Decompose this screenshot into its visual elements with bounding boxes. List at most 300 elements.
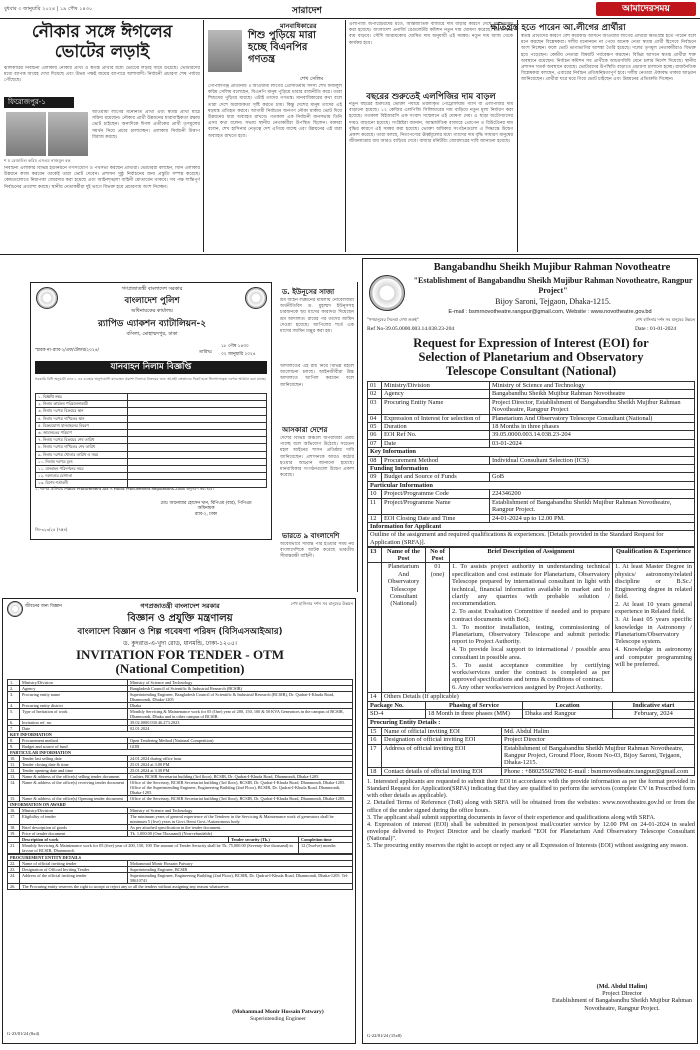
police-auction-row-label: ১২. দরদাতার যোগ্যতা — [36, 473, 128, 480]
eoi-post-header-assignment: Brief Description of Assignment — [450, 547, 613, 563]
eoi-outline: Outline of the assignment and required qualifications & experiences. [Details provided in the Standard Request for Application (SRFA)]. — [368, 531, 695, 547]
bcsir-security-header: Tender security (Tk.) — [229, 837, 299, 843]
eoi-row-no: 10 — [368, 490, 382, 498]
eoi-assignment-point: 3. To monitor installation, testing, commissioning of Planetarium, Observatory Telescope and submit periodic report to Project Authority. — [452, 623, 610, 646]
bcsir-sign-title: Superintending Engineer — [250, 1016, 306, 1022]
bcsir-row-value: Ministry of Science and Technology — [128, 680, 353, 686]
bcsir-row-no: 24. — [8, 872, 20, 883]
eoi-row-value: Bangabandhu Sheikh Mujibur Rahman Novotheatre — [490, 390, 695, 398]
bcsir-row-label: Name & address of the office(s) Opening tender document — [20, 796, 128, 802]
issue-date: বুধবার ৩ জানুয়ারি ২০২৪ | ১৯ পৌষ ১৪৩০ — [4, 6, 93, 12]
police-auction-row — [36, 430, 267, 437]
main-story-text: ঝালকাঠির নির্বাচনী এলাকায় নৌকার প্রার্থী ও স্বতন্ত্র প্রার্থীর মধ্যে ভোটের লড়াই জমে উঠেছে। ভোটারদের মধ্যে ব্যাপক আগ্রহ দেখা দিয়েছে এবং উভয় পক্ষই জয়ের ব্যাপারে আশাবাদী। নির্বাচনী প্রচারণা শেষ পর্যায়ে পৌঁছেছে। — [4, 66, 200, 84]
bcsir-desc-value: Monthly Servicing & Maintenance work for 05 (five) year of 200, 150, 100 The amount of Tender Security shall be Tk. 75,000.00 (Seventy-five thousand) in favour of BCSIR, Dhanmondi. — [20, 843, 299, 854]
police-emblem — [36, 287, 58, 309]
eoi-post-header-name: Name of the Post — [382, 547, 426, 563]
eoi-heading-1: Request for Expression of Interest (EOI) for — [413, 336, 649, 350]
bcsir-row-label: Ministry/Division — [20, 680, 128, 686]
police-auction-row-value — [128, 394, 267, 401]
police-auction-row — [36, 394, 267, 401]
police-auction-row-label: ৬. জামানতের পরিমাণ — [36, 430, 128, 437]
police-auction-row — [36, 401, 267, 408]
eoi-sign-title: Project Director — [602, 990, 642, 998]
police-auction-table — [35, 393, 267, 488]
eoi-row-label: Name of official inviting EOI — [382, 727, 502, 735]
bcsir-row-label: Procuring entity name — [20, 692, 128, 703]
eoi-phase-start: February, 2024 — [613, 710, 695, 718]
bcsir-address: ড. কুদরাত-এ-খুদা রোড, ধানমন্ডি, ঢাকা-১২০৫। — [123, 640, 237, 647]
eoi-qualification-point: 3. At least 05 years specific knowledge in Astronomy / Planetarium/Observatory Telescope system. — [615, 616, 692, 646]
bcsir-row-label: Invitation ref. no. — [20, 720, 128, 726]
bcsir-row-no: 15. — [8, 796, 20, 802]
eoi-assignment-point: 5. To assist acceptance committee by certifying works/services under the contract is completed as per approved specifications and terms & conditions of contract. — [452, 661, 610, 684]
bcsir-row-value: 39.02.0000.030.46.273.2023 — [128, 720, 353, 726]
eoi-row-no: 07 — [368, 439, 382, 447]
police-address: বসিলা, মোহাম্মদপুর, ঢাকা — [126, 331, 178, 337]
eoi-email-line: E-mail : bsmrnovotheatre.rangpur@gmail.com, Website : www.novotheatre.gov.bd — [448, 309, 652, 315]
eoi-row-value: Ministry of Science and Technology — [490, 382, 695, 390]
eoi-row-label: Agency — [382, 390, 490, 398]
bcsir-row-label: Tender last selling date — [20, 756, 128, 762]
bcsir-row-label: Agency — [20, 686, 128, 692]
police-auction-row-label: ৪. নিলাম দরপত্র দাখিলের স্থান — [36, 415, 128, 422]
eoi-row-label: Duration — [382, 423, 490, 431]
bcsir-row-value: Superintending Engineer, Bangladesh Council of Scientific & Industrial Research (BCSIR), Dr. Qudrat-I-Khuda Road, Dhanmondi, Dhaka-1205 — [128, 692, 353, 703]
police-auction-row-value — [128, 430, 267, 437]
bcsir-row-label: Name of official inviting tender — [20, 860, 128, 866]
police-date-1: ১৮ পৌষ ১৪৩০ — [221, 344, 249, 349]
eoi-phase-location: Dhaka and Rangpur — [523, 710, 613, 718]
eoi-row-value: Project Director — [502, 736, 695, 744]
eoi-ad-code: G-22/01/24 (15x8) — [367, 1033, 402, 1038]
police-auction-row — [36, 458, 267, 465]
eoi-row-no: 14 — [368, 693, 382, 701]
bcsir-row-no: 14. — [8, 780, 20, 796]
bcsir-row-label: Address of the official inviting tender — [20, 872, 128, 883]
eoi-row-value: GoB — [490, 473, 695, 481]
bcsir-row-value: Mohammad Monir Hossain Patwary — [128, 860, 353, 866]
bcsir-row-value: Superintending Engineer, Engineering Building (2nd Floor), BCSIR, Dr. Qudrat-I-Khuda Road, Dhanmondi, Dhaka-1205. Tel: 58610741 — [128, 872, 353, 883]
bcsir-row-value: GOB — [128, 744, 353, 750]
bcsir-row-label: Designation of Official Inviting Tender — [20, 866, 128, 872]
police-auction-row-value — [128, 466, 267, 473]
bcsir-sign-name: (Mohammad Monir Hossain Patwary) — [232, 1009, 324, 1015]
rab-emblem — [245, 287, 267, 309]
eoi-note: 1. Interested applicants are requested to submit their EOI in accordance with the provide information as per the format provided in Standard Request for Application(SRFA) indicating that they are qualified to perform the services (complete CV in Prescribed form with other details as applicable). — [367, 778, 695, 800]
police-auction-row-label: ৯. নিলাম দরপত্র খোলার তারিখ ও সময় — [36, 451, 128, 458]
police-auction-row — [36, 466, 267, 473]
police-auction-row-value — [128, 458, 267, 465]
header-divider — [0, 18, 700, 19]
police-auction-row — [36, 444, 267, 451]
bcsir-section-key: KEY INFORMATION — [8, 732, 353, 738]
eoi-row-no: 08 — [368, 456, 382, 464]
eoi-qualification-point: 2. At least 10 years general experience in Related field. — [615, 600, 692, 616]
eoi-section-entity: Procuring Entity Details : — [368, 719, 695, 727]
eoi-section-particular: Particular Information — [368, 481, 695, 489]
bcsir-row-no: 7. — [8, 726, 20, 732]
eoi-quote-right: শেখ হাসিনার দর্শন সব মানুষের উন্নয়ন — [635, 317, 695, 322]
eoi-row-no: 03 — [368, 398, 382, 414]
human-rights-byline: শেখ সেলিম — [300, 76, 324, 82]
bcsir-ad-code: G-23/01/24 (8x4) — [7, 1031, 40, 1036]
eoi-row-label: Address of official inviting EOI — [382, 744, 502, 767]
police-auction-row-label: ১১. যানবাহন পরিদর্শনের সময় — [36, 466, 128, 473]
eoi-assignment-point: 2. To assist Evaluation Committee if needed and to prepare contract documents with BoQ. — [452, 608, 610, 623]
bcsir-section-entity: PROCUREMENT ENTITY DETAILS — [8, 854, 353, 860]
mid-news-text-1: আদালতের এই রায় নিয়ে বিভিন্ন মহলে আলোচনা চলছে। আইনজীবীরা উচ্চ আদালতে আপিল করবেন বলে জানিয়েছেন। — [280, 364, 354, 388]
eoi-post-no-cell — [368, 563, 382, 693]
eoi-row-label: Procuring Entity Name — [382, 398, 490, 414]
ashkar-label: আসকারা দেশের — [282, 426, 328, 434]
bcsir-completion-header: Completion time — [299, 837, 353, 843]
page-section-label: সারাদেশ — [292, 6, 322, 16]
eoi-qualification-point: 1. At least Master Degree in physics/ astronomy/related discipline or B.Sc./ Engineering degree in related field. — [615, 563, 692, 600]
bcsir-row-no: 8. — [8, 738, 20, 744]
eoi-row-value: Establishment of Bangabandhu Sheikh Mujibur Rahman Novotheatre, Rangpur Project, Ground Floor, Room No-03, Bijoy Saroni, Tejgaon, Dhaka-1215. — [502, 744, 695, 767]
bcsir-row-label: Brief description of goods — [20, 825, 128, 831]
eoi-row-label: Procurement Method — [382, 456, 490, 464]
police-ad-title-text: যানবাহন নিলাম বিজ্ঞপ্তি — [110, 362, 192, 372]
police-auction-row-label: ৩. নিলাম দরপত্র বিক্রয়ের স্থান — [36, 408, 128, 415]
bcsir-row-value: Bangladesh Council of Scientific & Industrial Research (BCSIR) — [128, 686, 353, 692]
sheikh-selim-photo — [208, 30, 242, 72]
eoi-row-label: Project/Programme Name — [382, 498, 490, 514]
police-auction-row-value — [128, 437, 267, 444]
bcsir-row-label: Name & address of the office(s) receiving tender document — [20, 780, 128, 796]
eoi-section-key: Key Information — [368, 448, 695, 456]
bcsir-row-value: Office of the Secretary, BCSIR Secretariat building (3rd floor), BCSIR, Dr. Qudrat-I-Khuda Road, Dhanmondi, Dhaka-1205. — [128, 796, 353, 802]
bharat-text: অবৈধভাবে সীমান্ত পার হওয়ার সময় নয় বাংলাদেশিকে আটক করেছে ভারতীয় সীমান্তরক্ষী বাহিনী। — [280, 542, 354, 560]
police-auction-row-label: ৫. বিক্রয়যোগ্য যানবাহনের বিবরণ — [36, 422, 128, 429]
police-auction-row-label: ৭. নিলাম দরপত্র বিক্রয়ের শেষ তারিখ — [36, 437, 128, 444]
police-auction-row — [36, 437, 267, 444]
bcsir-row-value: Ministry of Science and Technology — [128, 808, 353, 814]
eoi-row-value: 224346200 — [490, 490, 695, 498]
eoi-row-value: Project Director, Establishment of Bangabandhu Sheikh Mujibur Rahman Novotheatre, Rangpur Project — [490, 398, 695, 414]
bcsir-row-no: 3. — [8, 692, 20, 703]
eoi-row-label: Date — [382, 439, 490, 447]
eoi-sign-org: Establishment of Bangabandhu Sheikh Mujibur Rahman Novotheatre, Rangpur Project. — [551, 997, 693, 1012]
bcsir-row-label: Budget and source of fund — [20, 744, 128, 750]
bharat-label: ভারতে ৯ বাংলাদেশি — [282, 532, 340, 540]
bcsir-row-value: 25.01.2024 at 3.30 PM — [128, 768, 353, 774]
mid-col-divider — [357, 282, 358, 592]
eoi-phase-header-package: Package No. — [368, 702, 426, 710]
eoi-row-label: Project/Programme Code — [382, 490, 490, 498]
bcsir-row-no: 16. — [8, 808, 20, 814]
bcsir-row-no: 1. — [8, 680, 20, 686]
police-date-2: ০২ জানুয়ারি ২০২৪ — [221, 352, 256, 357]
eoi-heading-2: Selection of Planetarium and Observatory — [418, 350, 644, 364]
police-auction-row-label: ১৩. বিশেষ শর্তাবলী — [36, 480, 128, 487]
bcsir-row-label: Ministry/Division — [20, 808, 128, 814]
police-auction-row-value — [128, 408, 267, 415]
bcsir-title-1: INVITATION FOR TENDER - OTM — [75, 647, 285, 662]
police-unit: র‍্যাপিড এ্যাকশন ব্যাটালিয়ন-২ — [97, 319, 207, 329]
eoi-section-applicant: Information for Applicant — [368, 522, 695, 530]
eoi-row-value: Phone : +880255027802 E-mail : bsmrnovotheatre.rangpur@gmail.com — [502, 767, 695, 775]
bcsir-row-value: The minimum years of general experience of the Tenderer in the Servicing & Maintenance work of generators shall be minimum 5 (five) years in Govt./Semi Govt./Autonomous body. — [128, 814, 353, 825]
bcsir-signature — [203, 1009, 353, 1023]
bcsir-row-value: 25.01.2024 at 3.00 PM — [128, 762, 353, 768]
eoi-assignment-point: 6. Any other works/services assigned by Project Authority. — [452, 684, 602, 692]
police-signatory-name: মোঃ আনোয়ার হোসেন খান, বিপিএম (বার), পিপিএম — [160, 501, 252, 506]
bcsir-row-no: 23. — [8, 866, 20, 872]
police-date-label: তারিখঃ — [199, 350, 213, 355]
eoi-row-label: Expression of Interest for selection of — [382, 414, 490, 422]
bcsir-row-value: 02.01.2024 — [128, 726, 353, 732]
police-office: অধিনায়কের কার্যালয় — [131, 308, 173, 314]
news-col-divider-2 — [345, 20, 346, 252]
eoi-phase-phasing: 18 Month in three phases (MM) — [426, 710, 523, 718]
police-auction-row-label: ২. নিলাম কার্যক্রম পরিচালনাকারী — [36, 401, 128, 408]
eoi-quote-left: "গণমানুষের সিনেমা দেখা শুরুই" — [367, 317, 419, 322]
eoi-phase-package: SD-4 — [368, 710, 426, 718]
bcsir-tender-table — [7, 679, 353, 890]
bcsir-row-label: Date — [20, 726, 128, 732]
eoi-post-count: 01 (one) — [426, 563, 450, 693]
main-headline — [4, 22, 200, 62]
bcsir-row-label: Tender closing date & time — [20, 762, 128, 768]
bcsir-gov-line: গণপ্রজাতন্ত্রী বাংলাদেশ সরকার — [140, 602, 220, 610]
bcsir-row-value: Dhaka — [128, 703, 353, 709]
lpg-text-top: এলপিজি অপারেটরদের মতে, আন্তর্জাতিক বাজারে দাম বাড়ার কারণে দেশে দাম সমন্বয় করা হয়েছে। বাংলাদেশ এনার্জি রেগুলেটরি কমিশন নতুন দাম ঘোষণা করেছে। ভোক্তাদের ব্যয় বাড়বে। সৌদি আরামকোর ঘোষিত দাম অনুযায়ী এই সমন্বয়। নতুন দাম আজ থেকে কার্যকর হবে। — [349, 22, 513, 46]
constituency-tag-label: ফিরোজপুর-১ — [8, 98, 46, 106]
bcsir-quote-right: শেখ হাসিনার দর্শন সব মানুষের উন্নয়ন — [290, 601, 353, 606]
bcsir-row-no: 6. — [8, 720, 20, 726]
eoi-phase-header-start: Indicative start — [613, 702, 695, 710]
eoi-ref: Ref No-39.05.0000.003.14.038.23-204 — [367, 326, 455, 332]
police-auction-row-label: ১০. নিলাম দরপত্র মূল্য — [36, 458, 128, 465]
candidate-photo-2 — [48, 112, 88, 156]
bcsir-council: বাংলাদেশ বিজ্ঞান ও শিল্প গবেষণা পরিষদ (বিসিএসআইআর) — [77, 627, 283, 637]
eoi-signature — [549, 983, 695, 1012]
human-rights-headline-line2: হচ্ছে বিএনপির — [248, 42, 308, 53]
eoi-note: 2. Detailed Terms of Reference (ToR) along with SRFA will be obtained from the websites: www.novotheatre.gov.bd or from the office of the under signed during the office hours. — [367, 799, 695, 814]
eoi-row-value: 24-01-2024 up to 12.00 PM. — [490, 514, 695, 522]
news-col-divider-1 — [203, 20, 204, 252]
eoi-assignment-point: 1. To assists project authority in understanding technical specification and cost estimate for Planetarium, Observatory Telescope prepared by international consultant in light with technical, financial information available in market and to clarify any quarries with probable solution / recommendation. — [452, 563, 610, 608]
eoi-project: "Establishment of Bangabandhu Sheikh Mujibur Rahman Novotheatre, Rangpur Project" — [413, 276, 693, 295]
bcsir-tender-title — [7, 648, 353, 676]
eoi-heading — [367, 336, 695, 378]
eoi-sign-name: (Md. Abdul Halim) — [596, 983, 648, 990]
police-signatory-unit: র‍্যাব-২, ঢাকা — [194, 511, 218, 517]
bcsir-tender-ad — [2, 598, 356, 1044]
awami-text: স্বতন্ত্র প্রার্থীদের কারণে বেশ কয়েকটি আসনে আওয়ামী লীগের প্রার্থীরা ক্ষতিগ্রস্ত হতে পারেন বলে মনে করছেন বিশ্লেষকরা। দলীয় মনোনয়ন না পেয়ে অনেক নেতা স্বতন্ত্র প্রার্থী হিসেবে নির্বাচনে অংশ নিচ্ছেন। ফলে ভোট ভাগাভাগির আশঙ্কা তৈরি হয়েছে। দলের তৃণমূল নেতাকর্মীরাও বিভক্ত হয়ে পড়েছেন। কেন্দ্রীয় নেতারা বিষয়টি পর্যবেক্ষণ করছেন। বিভিন্ন আসনে স্বতন্ত্র প্রার্থীরা শক্ত অবস্থানে রয়েছেন। নির্বাচন কমিশন সব প্রার্থীকে আচরণবিধি মেনে চলার নির্দেশ দিয়েছে। স্থানীয় প্রশাসন সতর্ক অবস্থানে রয়েছে। ভোটারদের উপস্থিতি বাড়াতে প্রচারণা চালানো হচ্ছে। রাজনৈতিক বিশ্লেষকরা বলছেন, এবারের নির্বাচন প্রতিদ্বন্দ্বিতাপূর্ণ হবে। দলীয় নেতারা ঐক্যবদ্ধ থাকার আহ্বান জানিয়েছেন। প্রার্থীরা ঘরে ঘরে গিয়ে ভোট চাইছেন এবং উন্নয়নের প্রতিশ্রুতি দিচ্ছেন। — [521, 34, 696, 83]
police-gov-line: গণপ্রজাতন্ত্রী বাংলাদেশ সরকার — [121, 286, 183, 292]
bcsir-section-award: INFORMATION ON AWARD — [8, 802, 353, 808]
news-col-divider-3 — [517, 20, 518, 252]
brand-text: আমাদেরসময় — [622, 4, 670, 14]
police-auction-row — [36, 473, 267, 480]
eoi-row-label: Contact details of official inviting EOI — [382, 767, 502, 775]
bcsir-row-no: 13. — [8, 774, 20, 780]
eoi-row-value: 03-01-2024 — [490, 439, 695, 447]
bcsir-row-no: 22. — [8, 860, 20, 866]
bcsir-section-particular: PARTICULAR INFORMATION — [8, 750, 353, 756]
main-story-col2: নির্বাচনী এলাকার বিভিন্ন ইউনিয়নে গণসংযোগ ও পথসভা করছেন প্রার্থীরা। ভোটাররা বলছেন, যিনি এলাকার উন্নয়নে কাজ করবেন তাকেই তারা ভোট দেবেন। প্রশাসন সুষ্ঠু নির্বাচনের জন্য প্রস্তুতি সম্পন্ন করেছে। কেন্দ্রগুলোতে নিরাপত্তা জোরদার করা হয়েছে এবং আইনশৃঙ্খলা বাহিনী মোতায়েন থাকবে। সব পক্ষ শান্তিপূর্ণ নির্বাচনের প্রত্যাশা করছে। স্থানীয় নেতাকর্মীরা দুই ভাগে বিভক্ত হয়ে প্রচারণায় অংশ নিচ্ছেন। — [4, 166, 200, 190]
police-auction-ad — [30, 282, 272, 540]
lpg-text-bottom: নতুন বছরের শুরুতেই ভোক্তা পর্যায়ে তরলীকৃত পেট্রোলিয়াম গ্যাস বা এলপিজির দাম বাড়ানো হয়েছে। ১২ কেজির এলপিজি সিলিন্ডারের দাম বাড়িয়ে নতুন মূল্য নির্ধারণ করা হয়েছে। গতকাল বিইআরসি এক সংবাদ সম্মেলনে এই ঘোষণা দেয়। এ ছাড়া অটোগ্যাসের দামও বাড়ানো হয়েছে। সংশ্লিষ্টরা জানান, আন্তর্জাতিক বাজারে প্রোপেন ও বিউটেনের দাম বৃদ্ধির কারণে এই সমন্বয় করা হয়েছে। ভোক্তা অধিকার সংগঠনগুলো এ সিদ্ধান্তে উদ্বেগ প্রকাশ করেছে। তারা বলছে, নিত্যপণ্যের ঊর্ধ্বমূল্যের মধ্যে গ্যাসের দাম বৃদ্ধি সাধারণ মানুষের জীবনযাত্রার ব্যয় আরও বাড়িয়ে দেবে। বাজার মনিটরিং জোরদারের দাবি জানানো হয়েছে। — [349, 102, 513, 145]
eoi-row-value: 39.05.0000.003.14.038.23-204 — [490, 431, 695, 439]
eoi-row-no: 17 — [368, 744, 382, 767]
awami-headline: ক্ষতিগ্রস্ত হতে পারেন আ.লীগের প্রার্থীরা — [490, 23, 626, 33]
police-auction-row — [36, 422, 267, 429]
bcsir-row-no: 21. — [8, 843, 20, 854]
main-headline-line1: নৌকার সঙ্গে ঈগলের — [31, 22, 173, 42]
bcsir-row-value: Tk. 1,000.00 (One Thousand) (Non-refundable) — [128, 831, 353, 837]
main-headline-line2: ভোটের লড়াই — [54, 42, 150, 62]
police-auction-row-value — [128, 415, 267, 422]
eoi-row-no: 04 — [368, 414, 382, 422]
news-bottom-divider — [0, 254, 700, 255]
bcsir-row-label: Eligibility of tender — [20, 814, 128, 825]
brand-logo — [596, 2, 696, 16]
eoi-note: 4. Expression of interest (EOI) shall be submitted in person/post mail/courier service by 12.00 PM on 24-01-2024 in sealed envelope delivered to Project Director and be clearly marked "EOI for Planetarium And Observatory Telescope Consultant (National)". — [367, 820, 695, 842]
eoi-row-no: 06 — [368, 431, 382, 439]
eoi-table — [367, 381, 695, 849]
bcsir-row-value: As per attached specification in the tender document. — [128, 825, 353, 831]
bcsir-row-no: 18. — [8, 825, 20, 831]
bcsir-row-label: Name & address of the office(s) selling tender document — [20, 774, 128, 780]
eoi-note: 3. The applicant shall submit supporting documents in favor of their experience and qualifications along with SRFA. — [367, 813, 656, 821]
police-procurement-act-text: Public Procurement Act ও Public Procurement Regulations-2008 — [64, 486, 185, 491]
novotheatre-eoi-ad — [362, 258, 698, 1044]
eoi-post-header-no: 13 — [368, 547, 382, 563]
police-signatory-title: অধিনায়ক — [197, 506, 215, 512]
eoi-row-no: 05 — [368, 423, 382, 431]
eoi-row-label: Designation of official inviting EOI — [382, 736, 502, 744]
eoi-row-value: Individual Consultant Selection (ICS) — [490, 456, 695, 464]
bcsir-row-value: Office of the Secretary, BCSIR Secretariat building (3rd floor), BCSIR, Dr. Qudrat-I-Khuda Road, Dhanmondi, Dhaka-1205. Office of the Superintending Engineer, Engineering Building (2nd Floor), BCSIR, Dr. Qudrat-I-Khuda Road, Dhanmondi, Dhaka-1205. — [128, 780, 353, 796]
bcsir-row-label: Procuring entity district — [20, 703, 128, 709]
bcsir-row-label: The Procuring entity reserves the right to accept or reject any or all the tenders without assigning any reason whatsoever. — [20, 883, 353, 889]
bcsir-row-no: 11. — [8, 762, 20, 768]
candidate-photo-caption: শ ম রেজাউল করিম এসএম নাজমুল হক — [4, 158, 71, 163]
police-auction-row-label: ১. বিজ্ঞপ্তি নম্বর — [36, 394, 128, 401]
police-procurement-act: ১. দরপত্র প্রক্রিয়ায় Public Procurement Act ও Public Procurement Regulations-2008 অনুসরণ করা হবে। — [35, 486, 214, 491]
constituency-tag — [4, 97, 74, 108]
eoi-others-label: Others Details (If applicable) — [382, 693, 695, 701]
eoi-row-no: 09 — [368, 473, 382, 481]
eoi-section-funding: Funding Information — [368, 465, 695, 473]
lpg-headline: বছরের শুরুতেই এলপিজির দাম বাড়ল — [366, 92, 496, 102]
eoi-row-no: 18 — [368, 767, 382, 775]
bcsir-row-no: 17. — [8, 814, 20, 825]
main-story-col1: আওয়ামী লীগের মনোনীত প্রার্থী এবং স্বতন্ত্র প্রার্থী মাঠে সক্রিয় রয়েছেন। নৌকার প্রার্থী উন্নয়নের ধারাবাহিকতা রক্ষায় ভোট চাইছেন। অন্যদিকে ঈগল প্রতীকের প্রার্থী তৃণমূলের সমর্থন নিয়ে প্রচার চালাচ্ছেন। এলাকায় নির্বাচনী উত্তাপ বিরাজ করছে। — [92, 110, 200, 140]
human-rights-headline-line3: গণতন্ত্র — [248, 54, 276, 65]
bcsir-quote-left: জীবনের জন্য বিজ্ঞান — [25, 604, 62, 609]
bcsir-title-2: (National Competition) — [115, 661, 245, 676]
eoi-row-label: Budget and Source of Funds — [382, 473, 490, 481]
police-org: বাংলাদেশ পুলিশ — [124, 296, 180, 306]
police-ad-header — [61, 286, 243, 339]
eoi-row-no: 11 — [368, 498, 382, 514]
eoi-assignment-point: 4. To provide local support to international / possible area consultant in possible area. — [452, 646, 610, 661]
bcsir-row-label: Tender opening date and time — [20, 768, 128, 774]
novotheatre-logo — [369, 275, 405, 311]
eoi-row-value: Md. Abdul Halim — [502, 727, 695, 735]
human-rights-kicker: মানবাধিকারের — [280, 22, 317, 30]
eoi-title: Bangabandhu Sheikh Mujibur Rahman Novotheatre — [433, 262, 671, 273]
police-auction-row-value — [128, 401, 267, 408]
eoi-row-no: 16 — [368, 736, 382, 744]
eoi-notes — [367, 778, 695, 849]
police-auction-row — [36, 415, 267, 422]
police-auction-row — [36, 451, 267, 458]
bcsir-row-label: Price of tender document — [20, 831, 128, 837]
eoi-address: Bijoy Saroni, Tejgaon, Dhaka-1215. — [495, 297, 611, 306]
eoi-post-header-count: No of Post — [426, 547, 450, 563]
eoi-row-value: Establishment of Bangabandhu Sheikh Mujibur Rahman Novotheatre, Rangpur Project. — [490, 498, 695, 514]
bcsir-row-value: Superintending Engineer, BCSIR — [128, 866, 353, 872]
police-auction-row — [36, 408, 267, 415]
police-memo: স্মারক নং-র‍্যাব-২/এফ/টেন্ডার/২০২৪/ — [35, 348, 99, 353]
eoi-row-value: Planetarium And Observatory Telescope Consultant (National) — [490, 414, 695, 422]
bcsir-completion-value: 12 (Twelve) months — [299, 843, 353, 854]
eoi-row-no: 15 — [368, 727, 382, 735]
police-auction-row-value — [128, 422, 267, 429]
police-auction-row-value — [128, 444, 267, 451]
bcsir-ministry: বিজ্ঞান ও প্রযুক্তি মন্ত্রণালয় — [127, 613, 233, 624]
yunus-label: ড. ইউনূসের সাজা — [282, 288, 335, 296]
bcsir-row-value: Cashier, BCSIR Secretariat building (3rd floor), BCSIR, Dr. Qudrat-I-Khuda Road, Dhanmondi, Dhaka-1205. — [128, 774, 353, 780]
eoi-row-label: EOI Closing Date and Time — [382, 514, 490, 522]
eoi-row-no: 02 — [368, 390, 382, 398]
yunus-text: শ্রম আইন লঙ্ঘনের মামলায় নোবেলজয়ী অর্থনীতিবিদ ড. মুহাম্মদ ইউনূসসহ চারজনকে ছয় মাসের কারাদণ্ড দিয়েছেন শ্রম আদালত। রায়ের পর তাদের জামিন দেওয়া হয়েছে। আপিলের শর্তে এক মাসের জামিন মঞ্জুর করা হয়। — [280, 298, 354, 335]
bcsir-row-no: 9. — [8, 744, 20, 750]
eoi-post-name: Planetarium And Observatory Telescope Consultant (National) — [382, 563, 426, 693]
bcsir-row-value: Open Tendering Method (National Competition) — [128, 738, 353, 744]
bcsir-row-no: 10. — [8, 756, 20, 762]
police-auction-row-label: ৮. নিলাম দরপত্র দাখিলের শেষ তারিখ — [36, 444, 128, 451]
human-rights-headline — [248, 30, 340, 66]
ashkar-text: দেশের বিভিন্ন অঞ্চলে অপরাধীরা প্রশ্রয় পাচ্ছে বলে অভিযোগ উঠেছে। সচেতন মহল আইনের শাসন প্রতিষ্ঠার দাবি জানিয়েছেন। প্রশাসনকে আরও কঠোর হওয়ার আহ্বান জানানো হয়েছে। মানবাধিকার সংগঠনগুলো উদ্বেগ প্রকাশ করেছে। — [280, 436, 354, 479]
human-rights-text: গোপালগঞ্জ প্রতিনিধি ॥ আওয়ামী লীগের প্রেসিডিয়াম সদস্য শেখ ফজলুল করিম সেলিম বলেছেন, বিএনপি মানুষ পুড়িয়ে মারার রাজনীতি করে। তারা শিশুদের পুড়িয়ে মারছে। এটাই তাদের গণতন্ত্র। মানবাধিকারের কথা বলে তারা দেশে অরাজকতা সৃষ্টি করতে চায়। কিন্তু দেশের মানুষ তাদের এই ষড়যন্ত্র প্রতিহত করবে। আগামী নির্বাচনে জনগণ নৌকা মার্কায় ভোট দিয়ে উন্নয়নের ধারা অব্যাহত রাখবে। গতকাল এক নির্বাচনী জনসভায় তিনি এসব কথা বলেন। সভায় স্থানীয় নেতাকর্মীরা উপস্থিত ছিলেন। বক্তারা বলেন, শেখ হাসিনার নেতৃত্বে দেশ এগিয়ে যাচ্ছে এবং উন্নয়নের এই ধারা অব্যাহত রাখতে হবে। — [208, 84, 342, 139]
eoi-phase-header-location: Location — [523, 702, 613, 710]
bcsir-row-value: 24.01.2024 during office hour — [128, 756, 353, 762]
eoi-phase-header-phasing: Phasing of Service — [426, 702, 523, 710]
police-signatory — [141, 501, 271, 517]
eoi-row-label: Ministry/Division — [382, 382, 490, 390]
human-rights-headline-line1: শিশু পুড়িয়ে মারা — [248, 30, 316, 41]
bcsir-row-no: 12. — [8, 768, 20, 774]
candidate-photo-1 — [6, 112, 46, 156]
eoi-qualification-point: 4. Knowledge in astronomy and computer programming will be preferred. — [615, 646, 692, 669]
bcsir-desc-header: Description of work — [20, 837, 229, 843]
police-ad-title — [35, 361, 267, 374]
eoi-post-header-qualification: Qualification & Experience — [613, 547, 695, 563]
bcsir-logo — [7, 601, 23, 617]
eoi-assignment-cell — [450, 563, 613, 693]
police-ad-code: জি-৩২৩/২৪ (৭x৪) — [35, 527, 68, 532]
eoi-heading-3: Telescope Consultant (National) — [445, 364, 617, 378]
bcsir-row-no: 19. — [8, 831, 20, 837]
eoi-note: 5. The procuring entity reserves the right to accept or reject any or all Expression of Interests (EOI) without assigning any reason. — [367, 841, 689, 849]
police-auction-row-value — [128, 473, 267, 480]
eoi-row-value: 18 Months in three phases — [490, 423, 695, 431]
eoi-row-no: 01 — [368, 382, 382, 390]
bcsir-row-no: 4. — [8, 703, 20, 709]
eoi-row-label: EOI Ref No. — [382, 431, 490, 439]
bcsir-row-value: Monthly Servicing & Maintenance work for 05 (One) year of 200, 150, 100 & 50 KVA Generators in the campus of BCSIR, Dhanmondi, Dhaka and in other campus of BCSIR. — [128, 709, 353, 720]
bcsir-row-label: Type of Invitation of work — [20, 709, 128, 720]
bcsir-row-no: 26. — [8, 883, 20, 889]
bcsir-row-no: 5. — [8, 709, 20, 720]
eoi-qualification-cell — [613, 563, 695, 693]
